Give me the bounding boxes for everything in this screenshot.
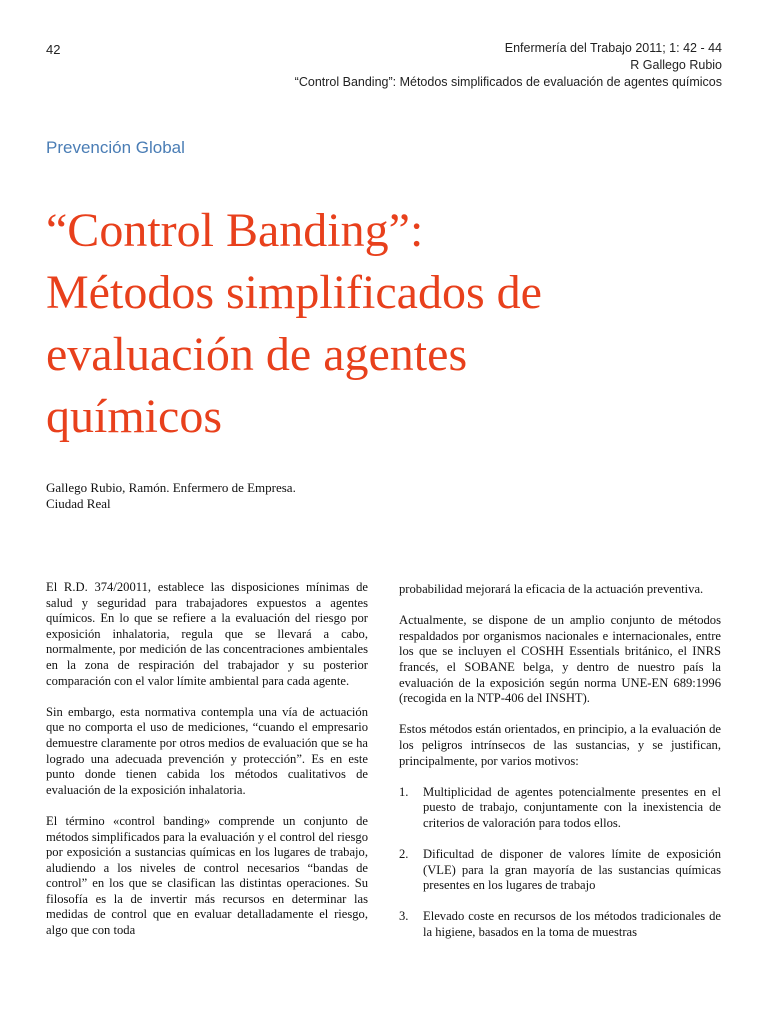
list-text: Elevado coste en recursos de los métodos tradicionales de la higiene, basados en la toma de muestras bbox=[423, 909, 721, 940]
left-column bbox=[46, 580, 368, 954]
page-number: 42 bbox=[46, 42, 61, 57]
list-number: 2. bbox=[399, 847, 409, 862]
list-item bbox=[399, 785, 721, 832]
list-number: 3. bbox=[399, 909, 409, 924]
list-number: 1. bbox=[399, 784, 409, 799]
running-title: “Control Banding”: Métodos simplificados de evaluación de agentes químicos bbox=[294, 75, 722, 89]
paragraph: El R.D. 374/20011, establece las disposiciones mínimas de salud y seguridad para trabajadores expuestos a agentes químicos. En lo que se refiere a la evaluación del riesgo por exposición inhalatoria, regula que se llevará a cabo, normalmente, por medición de las concentraciones ambientales en la zona de respiración del trabajador y su posterior comparación con el valor límite ambiental para cada agente. bbox=[46, 580, 368, 688]
author-block bbox=[46, 480, 296, 512]
journal-citation: Enfermería del Trabajo 2011; 1: 42 - 44 bbox=[504, 41, 722, 55]
header-author: R Gallego Rubio bbox=[630, 58, 722, 72]
title-line: químicos bbox=[46, 390, 222, 443]
author-location: Ciudad Real bbox=[46, 496, 111, 511]
paragraph: probabilidad mejorará la eficacia de la actuación preventiva. bbox=[399, 582, 704, 596]
paragraph: Estos métodos están orientados, en principio, a la evaluación de los peligros intrínsecos de las sustancias, y se justifican, principalmente, por varios motivos: bbox=[399, 722, 721, 768]
title-line: evaluación de agentes bbox=[46, 328, 468, 381]
running-header bbox=[295, 40, 722, 91]
right-column bbox=[399, 582, 721, 956]
list-item bbox=[399, 909, 721, 940]
paragraph: El término «control banding» comprende un conjunto de métodos simplificados para la evaluación y el control del riesgo por exposición a sustancias químicas en los lugares de trabajo, aludiendo a los niveles de control necesarios “bandas de control” en los que se clasifican las distintas operaciones. Su filosofía es la de invertir más recursos en determinar las medidas de control que en evaluar detalladamente el riesgo, algo que con toda bbox=[46, 813, 368, 938]
title-line: “Control Banding”: bbox=[46, 204, 424, 257]
article-title bbox=[46, 200, 736, 448]
author-name: Gallego Rubio, Ramón. Enfermero de Empresa. bbox=[46, 480, 296, 495]
paragraph: Actualmente, se dispone de un amplio conjunto de métodos respaldados por organismos nacionales e internacionales, entre los que se incluyen el COSHH Essentials británico, el INRS francés, el SOBANE belga, y dentro de nuestro país la evaluación de la exposición según norma UNE-EN 689:1996 (recogida en la NTP-406 del INSHT). bbox=[399, 613, 721, 706]
paragraph: Sin embargo, esta normativa contempla una vía de actuación que no comporta el uso de mediciones, “cuando el empresario demuestre claramente por otros medios de evaluación que se ha logrado una adecuada prevención y protección”. Es en este punto donde tienen cabida los métodos cualitativos de evaluación de la exposición inhalatoria. bbox=[46, 704, 368, 797]
reasons-list bbox=[399, 785, 721, 941]
section-label: Prevención Global bbox=[46, 138, 185, 157]
list-item bbox=[399, 847, 721, 894]
title-line: Métodos simplificados de bbox=[46, 266, 542, 319]
list-text: Dificultad de disponer de valores límite de exposición (VLE) para la gran mayoría de las sustancias químicas presentes en los lugares de trabajo bbox=[423, 847, 721, 893]
list-text: Multiplicidad de agentes potencialmente presentes en el puesto de trabajo, conjuntamente con la inexistencia de criterios de valoración para todos ellos. bbox=[423, 784, 721, 830]
